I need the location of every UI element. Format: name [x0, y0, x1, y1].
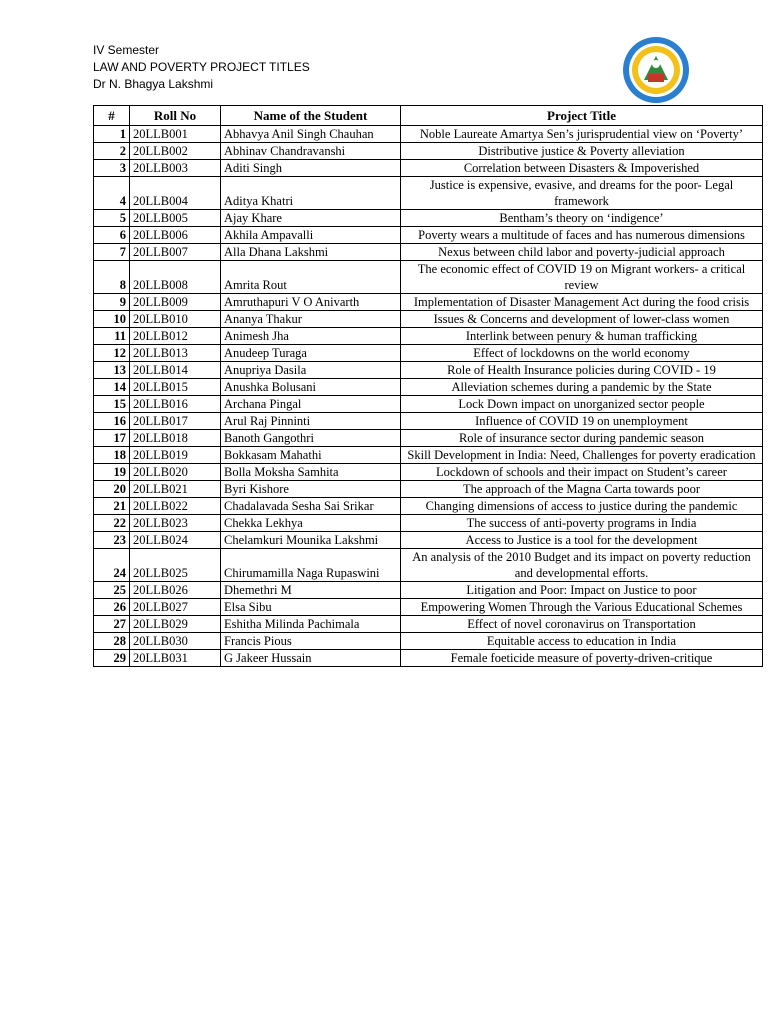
row-number: 16 [94, 413, 130, 430]
row-number: 10 [94, 311, 130, 328]
student-name: Byri Kishore [221, 481, 401, 498]
row-number: 23 [94, 532, 130, 549]
project-title: Noble Laureate Amartya Sen’s jurisprudential view on ‘Poverty’ [401, 126, 763, 143]
table-row [94, 345, 763, 362]
row-number: 8 [94, 261, 130, 294]
column-header-roll: Roll No [130, 106, 221, 126]
university-seal-icon [622, 36, 690, 104]
table-row [94, 532, 763, 549]
table-row [94, 498, 763, 515]
student-name: Aditi Singh [221, 160, 401, 177]
project-title: Alleviation schemes during a pandemic by the State [401, 379, 763, 396]
project-title: Distributive justice & Poverty alleviation [401, 143, 763, 160]
table-row [94, 616, 763, 633]
faculty-name: Dr N. Bhagya Lakshmi [93, 77, 214, 91]
row-number: 3 [94, 160, 130, 177]
project-title: Changing dimensions of access to justice during the pandemic [401, 498, 763, 515]
student-name: Bolla Moksha Samhita [221, 464, 401, 481]
student-name: G Jakeer Hussain [221, 650, 401, 667]
table-row [94, 227, 763, 244]
row-number: 27 [94, 616, 130, 633]
project-titles-table [93, 105, 763, 667]
roll-number: 20LLB026 [130, 582, 221, 599]
table-row [94, 362, 763, 379]
roll-number: 20LLB008 [130, 261, 221, 294]
row-number: 24 [94, 549, 130, 582]
row-number: 4 [94, 177, 130, 210]
student-name: Amrita Rout [221, 261, 401, 294]
roll-number: 20LLB027 [130, 599, 221, 616]
project-title: An analysis of the 2010 Budget and its impact on poverty reduction and developmental efforts. [401, 549, 763, 582]
roll-number: 20LLB013 [130, 345, 221, 362]
roll-number: 20LLB025 [130, 549, 221, 582]
row-number: 13 [94, 362, 130, 379]
row-number: 21 [94, 498, 130, 515]
column-header-number: # [94, 106, 130, 126]
student-name: Chadalavada Sesha Sai Srikar [221, 498, 401, 515]
student-name: Banoth Gangothri [221, 430, 401, 447]
student-name: Chekka Lekhya [221, 515, 401, 532]
row-number: 14 [94, 379, 130, 396]
column-header-name: Name of the Student [221, 106, 401, 126]
table-row [94, 481, 763, 498]
roll-number: 20LLB023 [130, 515, 221, 532]
table-row [94, 311, 763, 328]
project-title: Implementation of Disaster Management Act during the food crisis [401, 294, 763, 311]
roll-number: 20LLB016 [130, 396, 221, 413]
student-name: Chelamkuri Mounika Lakshmi [221, 532, 401, 549]
project-title: The approach of the Magna Carta towards poor [401, 481, 763, 498]
row-number: 19 [94, 464, 130, 481]
roll-number: 20LLB029 [130, 616, 221, 633]
project-title: Justice is expensive, evasive, and dreams for the poor- Legal framework [401, 177, 763, 210]
table-row [94, 413, 763, 430]
student-name: Francis Pious [221, 633, 401, 650]
row-number: 17 [94, 430, 130, 447]
student-name: Arul Raj Pinninti [221, 413, 401, 430]
roll-number: 20LLB024 [130, 532, 221, 549]
table-header-row [94, 106, 763, 126]
document-title: LAW AND POVERTY PROJECT TITLES [93, 60, 310, 74]
roll-number: 20LLB001 [130, 126, 221, 143]
project-title: The economic effect of COVID 19 on Migrant workers- a critical review [401, 261, 763, 294]
student-name: Chirumamilla Naga Rupaswini [221, 549, 401, 582]
table-row [94, 143, 763, 160]
student-name: Abhinav Chandravanshi [221, 143, 401, 160]
table-row [94, 126, 763, 143]
roll-number: 20LLB005 [130, 210, 221, 227]
project-title: Role of insurance sector during pandemic season [401, 430, 763, 447]
table-row [94, 464, 763, 481]
row-number: 28 [94, 633, 130, 650]
row-number: 9 [94, 294, 130, 311]
table-row [94, 430, 763, 447]
project-title: Poverty wears a multitude of faces and has numerous dimensions [401, 227, 763, 244]
roll-number: 20LLB017 [130, 413, 221, 430]
table-row [94, 328, 763, 345]
student-name: Anushka Bolusani [221, 379, 401, 396]
row-number: 6 [94, 227, 130, 244]
roll-number: 20LLB019 [130, 447, 221, 464]
project-title: Equitable access to education in India [401, 633, 763, 650]
row-number: 5 [94, 210, 130, 227]
table-row [94, 582, 763, 599]
table-row [94, 160, 763, 177]
table-row [94, 177, 763, 210]
row-number: 25 [94, 582, 130, 599]
table-row [94, 599, 763, 616]
row-number: 26 [94, 599, 130, 616]
table-row [94, 549, 763, 582]
table-row [94, 633, 763, 650]
roll-number: 20LLB012 [130, 328, 221, 345]
table-row [94, 650, 763, 667]
project-title: Lock Down impact on unorganized sector people [401, 396, 763, 413]
student-name: Bokkasam Mahathi [221, 447, 401, 464]
project-title: Lockdown of schools and their impact on Student’s career [401, 464, 763, 481]
roll-number: 20LLB003 [130, 160, 221, 177]
student-name: Animesh Jha [221, 328, 401, 345]
project-title: Interlink between penury & human trafficking [401, 328, 763, 345]
project-title: Role of Health Insurance policies during COVID - 19 [401, 362, 763, 379]
table-body [94, 126, 763, 667]
student-name: Abhavya Anil Singh Chauhan [221, 126, 401, 143]
row-number: 29 [94, 650, 130, 667]
project-title: Effect of lockdowns on the world economy [401, 345, 763, 362]
student-name: Ananya Thakur [221, 311, 401, 328]
roll-number: 20LLB030 [130, 633, 221, 650]
student-name: Eshitha Milinda Pachimala [221, 616, 401, 633]
roll-number: 20LLB018 [130, 430, 221, 447]
student-name: Archana Pingal [221, 396, 401, 413]
student-name: Aditya Khatri [221, 177, 401, 210]
project-title: Issues & Concerns and development of lower-class women [401, 311, 763, 328]
project-title: Effect of novel coronavirus on Transportation [401, 616, 763, 633]
row-number: 2 [94, 143, 130, 160]
roll-number: 20LLB021 [130, 481, 221, 498]
project-title: Nexus between child labor and poverty-judicial approach [401, 244, 763, 261]
roll-number: 20LLB031 [130, 650, 221, 667]
roll-number: 20LLB010 [130, 311, 221, 328]
table-row [94, 210, 763, 227]
table-row [94, 261, 763, 294]
project-title: Bentham’s theory on ‘indigence’ [401, 210, 763, 227]
table-row [94, 379, 763, 396]
table-row [94, 396, 763, 413]
student-name: Akhila Ampavalli [221, 227, 401, 244]
column-header-title: Project Title [401, 106, 763, 126]
roll-number: 20LLB022 [130, 498, 221, 515]
roll-number: 20LLB002 [130, 143, 221, 160]
roll-number: 20LLB009 [130, 294, 221, 311]
roll-number: 20LLB020 [130, 464, 221, 481]
table-row [94, 294, 763, 311]
row-number: 18 [94, 447, 130, 464]
table-row [94, 515, 763, 532]
project-title: Empowering Women Through the Various Educational Schemes [401, 599, 763, 616]
row-number: 22 [94, 515, 130, 532]
row-number: 11 [94, 328, 130, 345]
student-name: Ajay Khare [221, 210, 401, 227]
project-title: Female foeticide measure of poverty-driven-critique [401, 650, 763, 667]
row-number: 1 [94, 126, 130, 143]
student-name: Anupriya Dasila [221, 362, 401, 379]
semester-label: IV Semester [93, 43, 160, 57]
table-row [94, 244, 763, 261]
project-title: The success of anti-poverty programs in India [401, 515, 763, 532]
project-title: Influence of COVID 19 on unemployment [401, 413, 763, 430]
table-row [94, 447, 763, 464]
project-title: Access to Justice is a tool for the development [401, 532, 763, 549]
document-header [93, 42, 310, 93]
roll-number: 20LLB006 [130, 227, 221, 244]
project-title: Skill Development in India: Need, Challenges for poverty eradication [401, 447, 763, 464]
roll-number: 20LLB015 [130, 379, 221, 396]
row-number: 12 [94, 345, 130, 362]
student-name: Dhemethri M [221, 582, 401, 599]
row-number: 15 [94, 396, 130, 413]
roll-number: 20LLB014 [130, 362, 221, 379]
project-title: Litigation and Poor: Impact on Justice to poor [401, 582, 763, 599]
roll-number: 20LLB004 [130, 177, 221, 210]
student-name: Amruthapuri V O Anivarth [221, 294, 401, 311]
project-title: Correlation between Disasters & Impoverished [401, 160, 763, 177]
roll-number: 20LLB007 [130, 244, 221, 261]
student-name: Anudeep Turaga [221, 345, 401, 362]
student-name: Elsa Sibu [221, 599, 401, 616]
student-name: Alla Dhana Lakshmi [221, 244, 401, 261]
row-number: 20 [94, 481, 130, 498]
row-number: 7 [94, 244, 130, 261]
